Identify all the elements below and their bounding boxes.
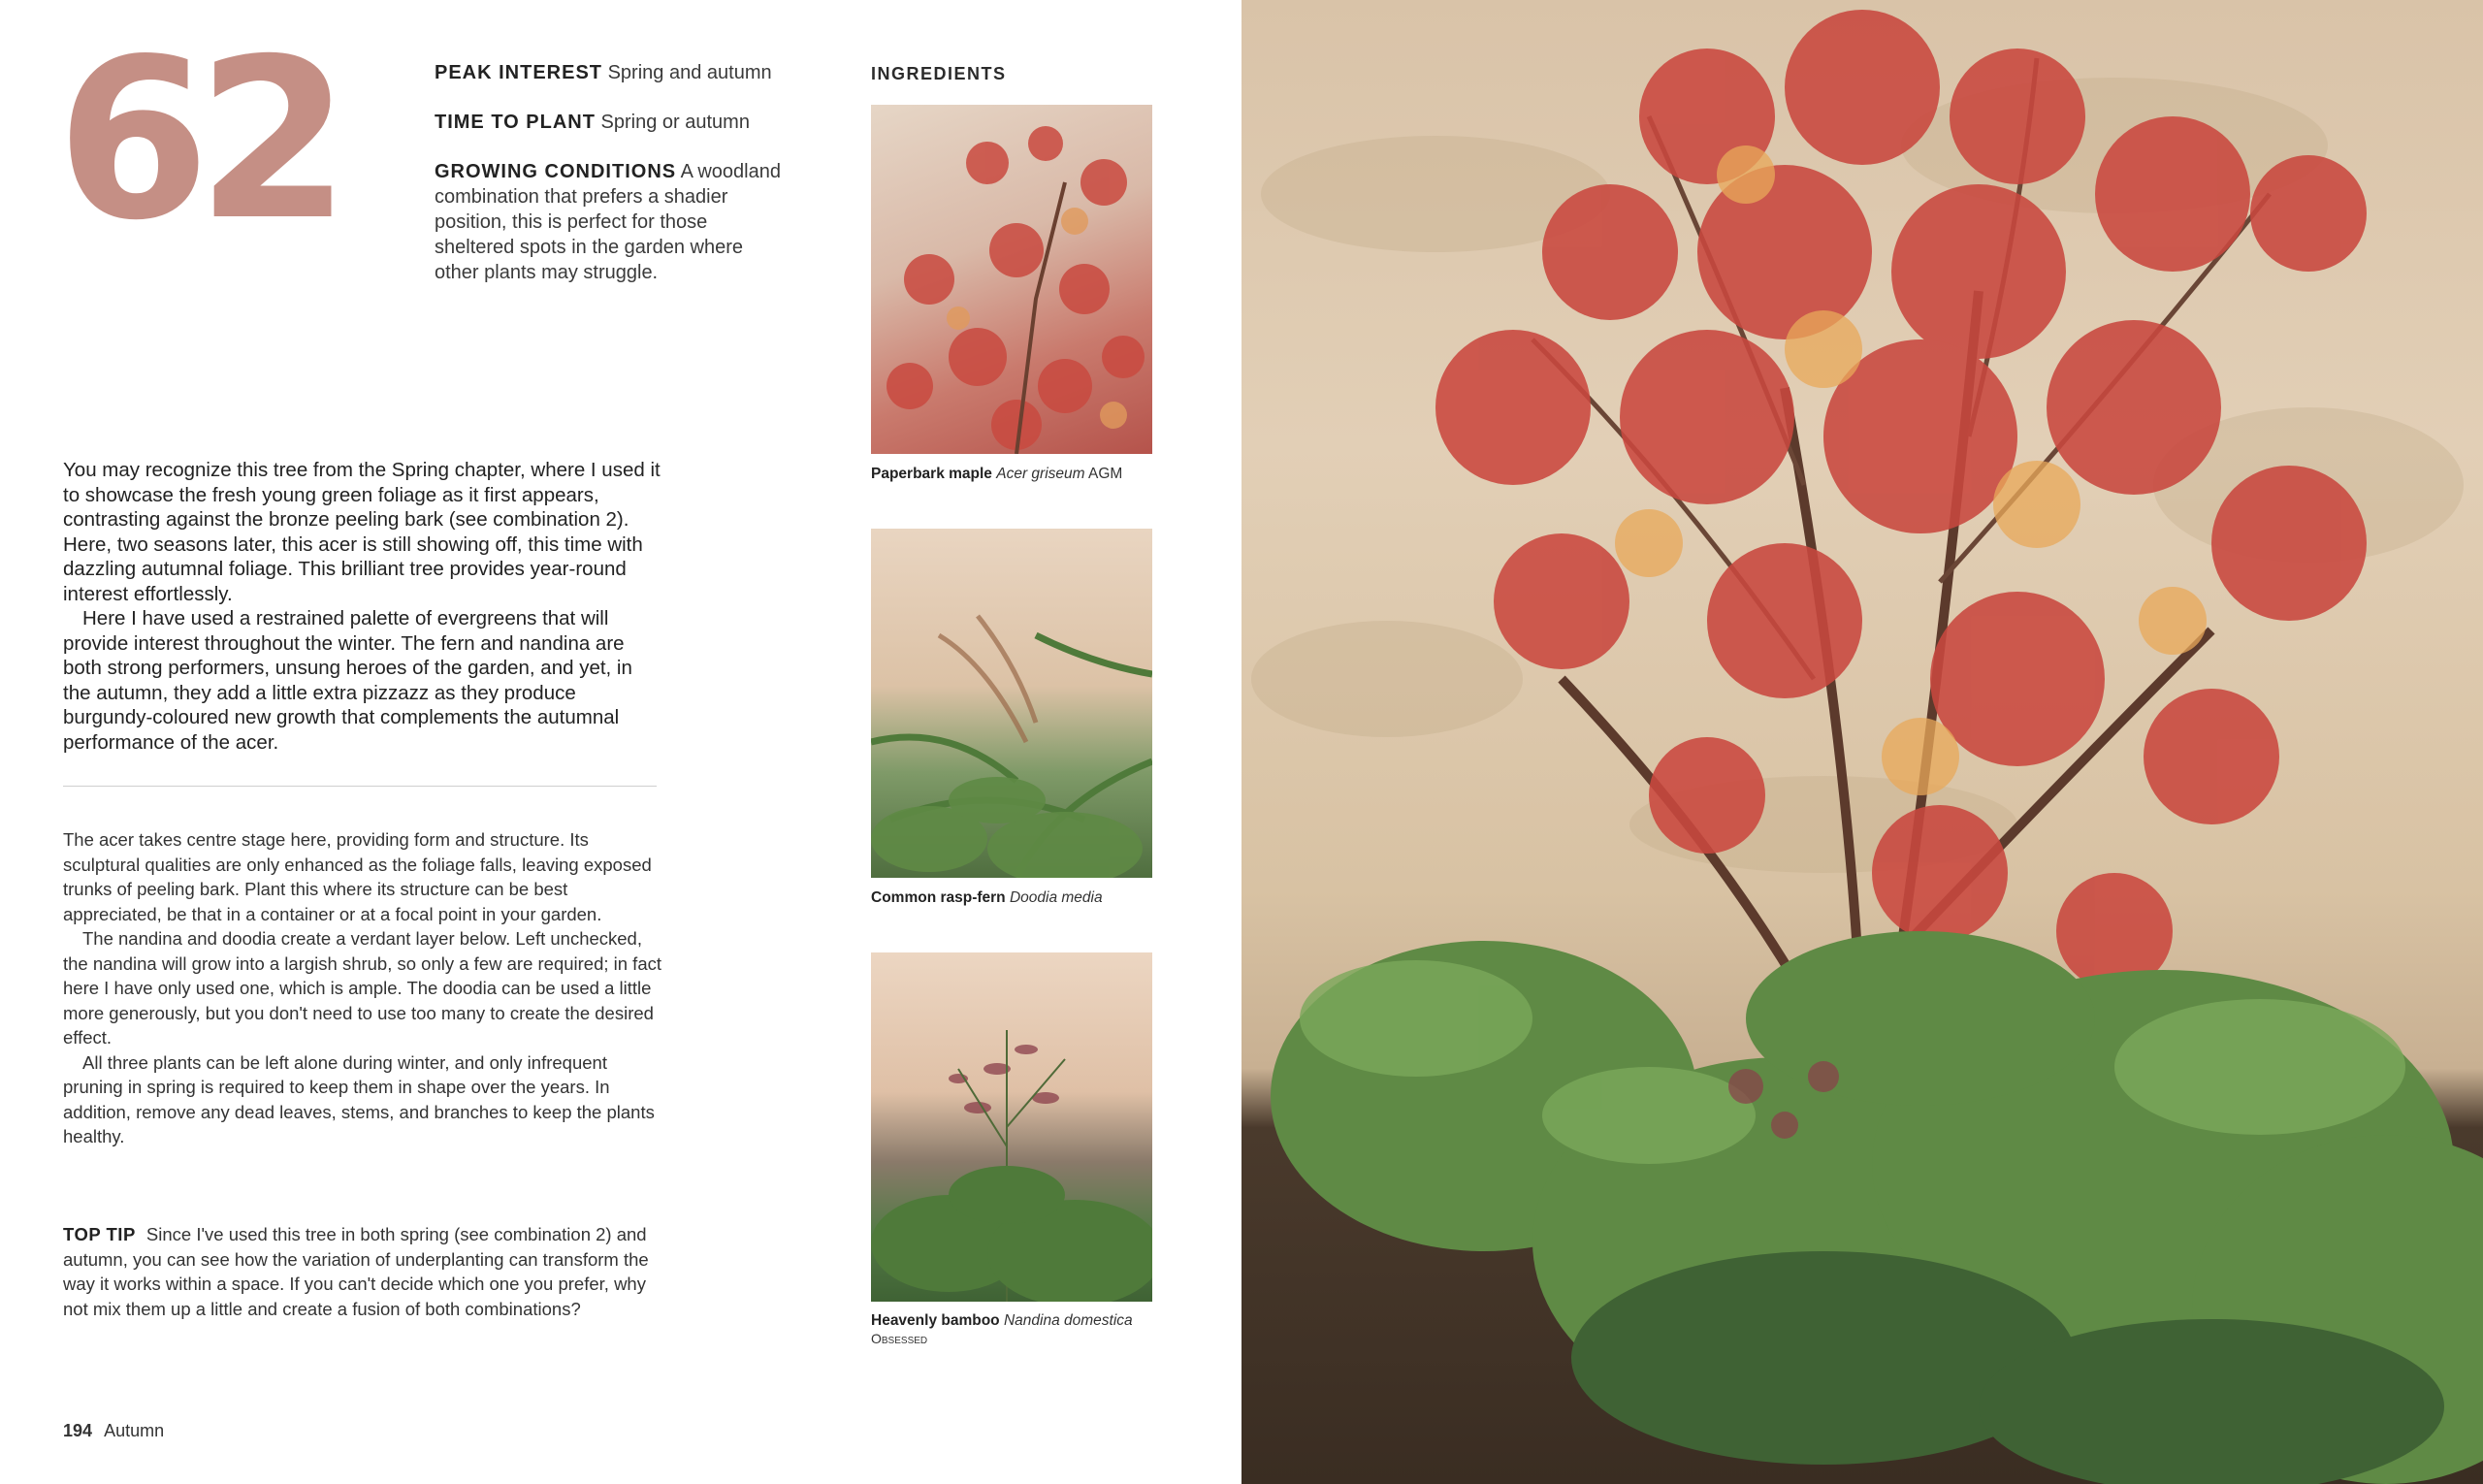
body-paragraph: The acer takes centre stage here, providing form and structure. Its sculptural qualities are only enhanced as the foliage falls, leaving exposed trunks of peeling bark. Plant this where its structure can be best appreciated, be that in a container or at a focal point in your garden. [63,829,652,924]
body-text [63,827,664,1149]
body-paragraph: The nandina and doodia create a verdant layer below. Left unchecked, the nandina will grow into a largish shrub, so only a few are required; in fact here I have only used one, which is ample. The doodia can be used a little more generously, but you don't need to use too many to create the desired effect. [63,928,662,1048]
divider [63,786,657,787]
top-tip [63,1222,669,1321]
intro-text [63,458,664,755]
time-to-plant-label: TIME TO PLANT [435,112,596,133]
ingredients-title: INGREDIENTS [871,64,1007,83]
heavenly-bamboo-photo [871,952,1152,1302]
ingredient-latin-name: Doodia media [1009,889,1103,906]
time-to-plant-value: Spring or autumn [600,112,750,133]
growing-conditions [435,159,784,285]
plant-meta [435,60,784,309]
peak-interest [435,60,784,85]
growing-conditions-label: GROWING CONDITIONS [435,161,677,182]
combination-number: 62 [56,11,338,269]
ingredient-common-name: Common rasp-fern [871,889,1006,906]
ingredient-common-name: Paperbark maple [871,466,992,482]
growing-conditions-value: A woodland combination that prefers a shadier position, this is perfect for those sheltered spots in the garden where other plants may struggle. [435,161,781,283]
top-tip-text: Since I've used this tree in both spring (see combination 2) and autumn, you can see how the variation of underplanting can transform the way it works within a space. If you can't decide which one you prefer, why not mix them up a little and create a fusion of both combinations? [63,1224,649,1319]
ingredient-cultivar: Obsessed [871,1331,928,1346]
ingredient-caption [871,1311,1162,1348]
ingredient-latin-name: Acer griseum [996,466,1085,482]
rasp-fern-photo [871,529,1152,878]
peak-interest-label: PEAK INTEREST [435,62,603,83]
ingredient-award: AGM [1088,466,1123,482]
time-to-plant [435,110,784,135]
ingredient-caption [871,465,1162,483]
page-number: 194 [63,1421,93,1440]
peak-interest-value: Spring and autumn [607,62,772,83]
top-tip-label: TOP TIP [63,1224,136,1244]
body-paragraph: All three plants can be left alone during winter, and only infrequent pruning in spring is required to keep them in shape over the years. In addition, remove any dead leaves, stems, and branches to keep the plants healthy. [63,1051,655,1146]
intro-paragraph: Here I have used a restrained palette of evergreens that will provide interest throughout the winter. The fern and nandina are both strong performers, unsung heroes of the garden, and yet, in the autumn, they add a little extra pizzazz as they produce burgundy-coloured new growth that complements the autumnal performance of the acer. [63,607,632,754]
ingredient-caption [871,888,1162,907]
intro-paragraph: You may recognize this tree from the Spring chapter, where I used it to showcase the fresh young green foliage as it first appears, contrasting against the bronze peeling bark (see combination 2). Here, two seasons later, this acer is still showing off, this time with dazzling autumnal foliage. This brilliant tree provides year-round interest effortlessly. [63,459,661,605]
ingredient-common-name: Heavenly bamboo [871,1312,1000,1329]
ingredient-latin-name: Nandina domestica [1003,1312,1133,1329]
section-name: Autumn [104,1421,165,1440]
feature-photo [1242,0,2483,1484]
page-footer [63,1421,164,1441]
paperbark-maple-photo [871,105,1152,454]
